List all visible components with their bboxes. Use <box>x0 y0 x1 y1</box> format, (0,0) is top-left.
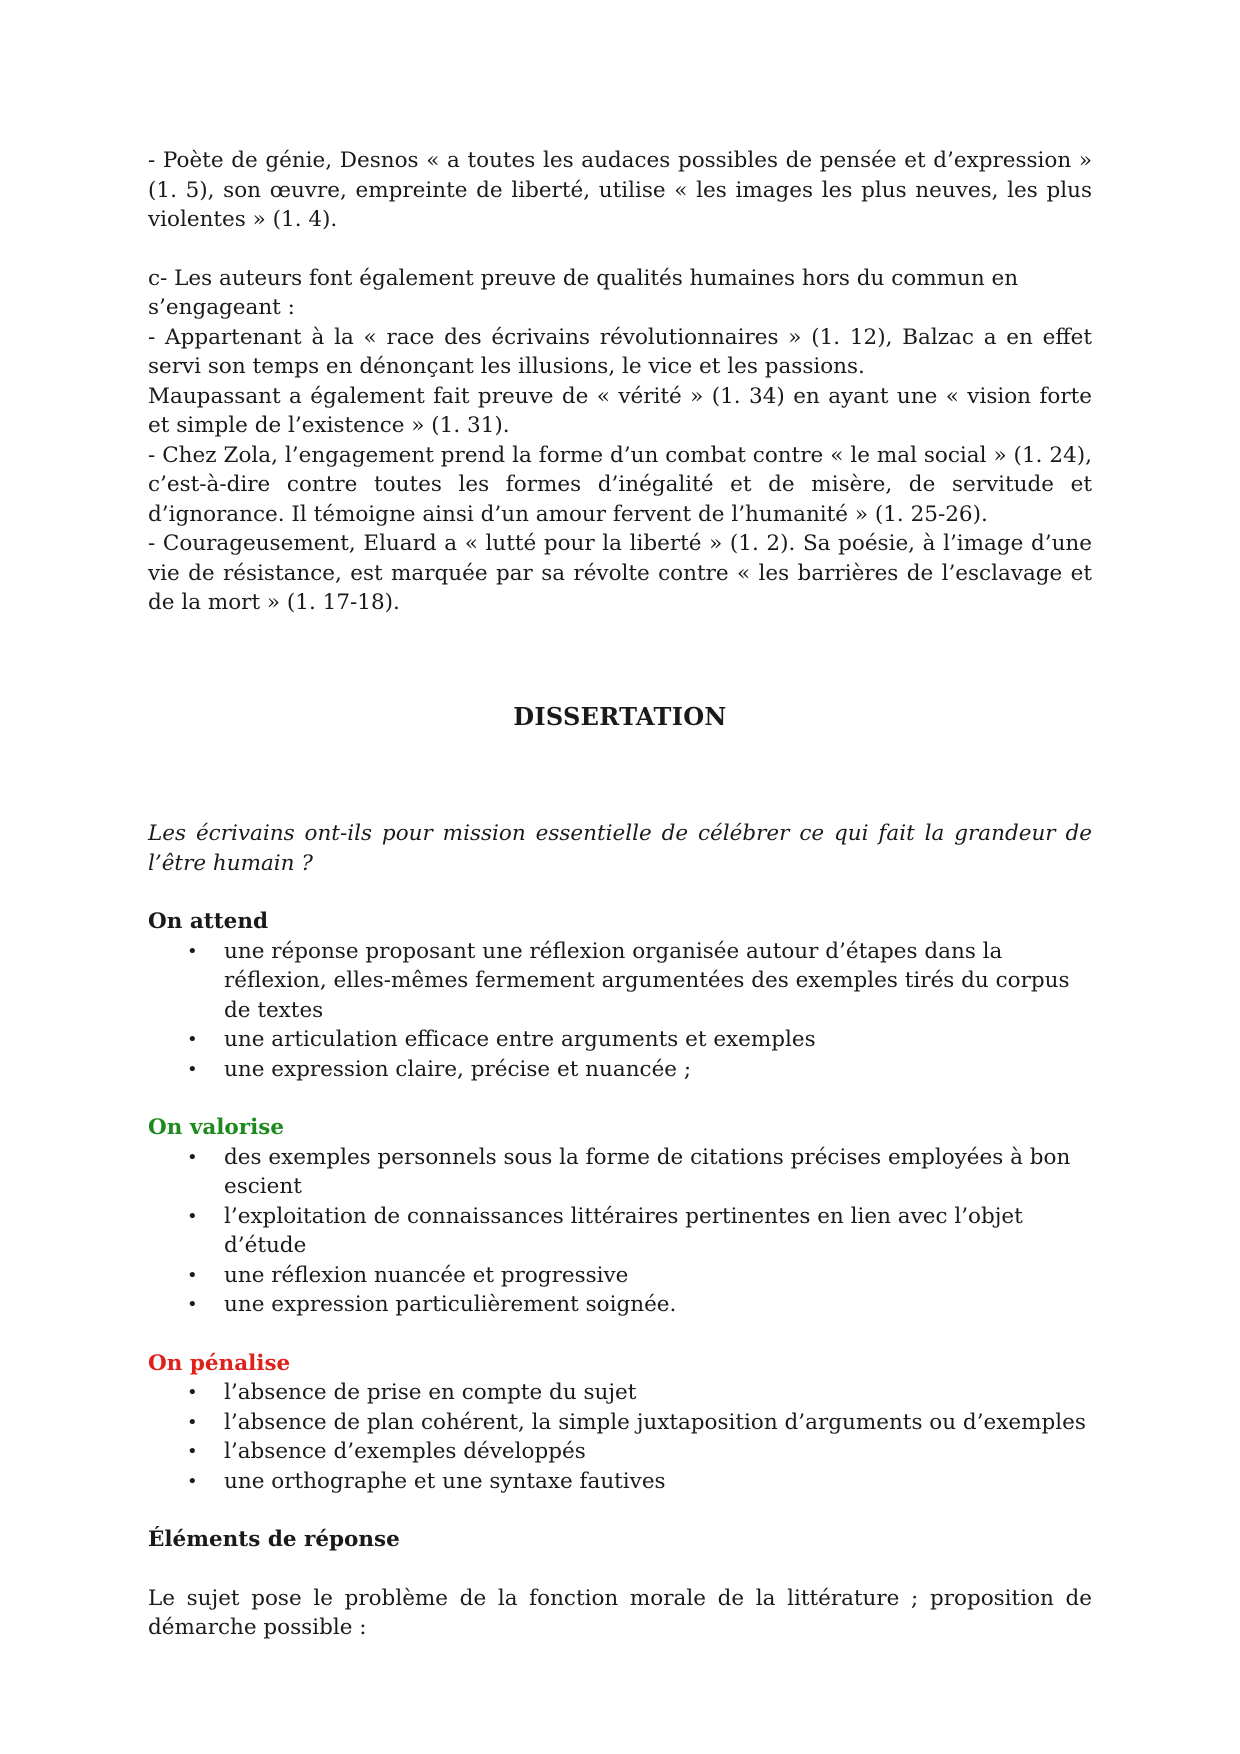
paragraph-maupassant: Maupassant a également fait preuve de « vérité » (1. 34) en ayant une « vision forte et simple de l’existence » (1. 31). <box>148 383 1092 438</box>
section-c-heading-line1: c- Les auteurs font également preuve de qualités humaines hors du commun en <box>148 265 1019 291</box>
elements-text: Le sujet pose le problème de la fonction morale de la littérature ; proposition de démarche possible : <box>148 1585 1092 1640</box>
list-item: • une expression claire, précise et nuancée ; <box>224 1055 1092 1085</box>
list-item: • une orthographe et une syntaxe fautives <box>224 1467 1092 1497</box>
section-c-heading-line2: s’engageant : <box>148 295 295 320</box>
list-item: • l’absence d’exemples développés <box>224 1437 1092 1467</box>
on-attend-list <box>148 937 1092 1085</box>
bullet-icon: • <box>187 940 198 962</box>
on-penalise-list <box>148 1378 1092 1496</box>
bullet-icon: • <box>187 1470 198 1492</box>
list-item: • l’absence de prise en compte du sujet <box>224 1378 1092 1408</box>
on-valorise-heading: On valorise <box>148 1115 285 1140</box>
paragraph-zola: - Chez Zola, l’engagement prend la forme d’un combat contre « le mal social » (1. 24), c’est-à-dire contre toutes les formes d’inégalité et de misère, de servitude et d’ignorance. Il témoigne ainsi d’un amour fervent de l’humanité » (1. 25-26). <box>148 442 1092 527</box>
paragraph-desnos: - Poète de génie, Desnos « a toutes les audaces possibles de pensée et d’expression » (1. 5), son œuvre, empreinte de liberté, utilise « les images les plus neuves, les plus violentes » (1. 4). <box>148 148 1092 232</box>
bullet-icon: • <box>187 1411 198 1433</box>
bullet-icon: • <box>187 1029 198 1050</box>
bullet-icon: • <box>187 1441 198 1462</box>
bullet-icon: • <box>187 1205 198 1227</box>
elements-heading: Éléments de réponse <box>148 1527 400 1552</box>
bullet-icon: • <box>187 1382 198 1403</box>
bullet-icon: • <box>187 1146 198 1168</box>
dissertation-title: DISSERTATION <box>513 701 727 731</box>
list-item: • une expression particulièrement soignée. <box>224 1290 1092 1320</box>
bullet-icon: • <box>187 1294 198 1315</box>
document-page <box>148 146 1092 1643</box>
on-valorise-list <box>148 1143 1092 1320</box>
list-item: • l’absence de plan cohérent, la simple juxtaposition d’arguments ou d’exemples <box>224 1408 1092 1438</box>
list-item: • des exemples personnels sous la forme de citations précises employées à bon escient <box>187 1144 1071 1199</box>
bullet-icon: • <box>187 1264 198 1286</box>
list-item: • une réponse proposant une réflexion organisée autour d’étapes dans la réflexion, elles-mêmes fermement argumentées des exemples tirés du corpus de textes <box>187 938 1070 1023</box>
list-item: • une réflexion nuancée et progressive <box>224 1261 1092 1291</box>
dissertation-question: Les écrivains ont-ils pour mission essentielle de célébrer ce qui fait la grandeur de l’être humain ? <box>148 821 1092 876</box>
paragraph-balzac: - Appartenant à la « race des écrivains révolutionnaires » (1. 12), Balzac a en effet servi son temps en dénonçant les illusions, le vice et les passions. <box>148 324 1092 379</box>
list-item: • l’exploitation de connaissances littéraires pertinentes en lien avec l’objet d’étude <box>187 1203 1023 1258</box>
on-penalise-heading: On pénalise <box>148 1350 291 1376</box>
section-c-heading <box>148 264 1092 323</box>
paragraph-eluard: - Courageusement, Eluard a « lutté pour la liberté » (1. 2). Sa poésie, à l’image d’une vie de résistance, est marquée par sa révolte contre « les barrières de l’esclavage et de la mort » (1. 17-18). <box>148 531 1092 615</box>
bullet-icon: • <box>187 1058 198 1080</box>
on-attend-heading: On attend <box>148 909 268 934</box>
list-item: • une articulation efficace entre arguments et exemples <box>224 1025 1092 1055</box>
